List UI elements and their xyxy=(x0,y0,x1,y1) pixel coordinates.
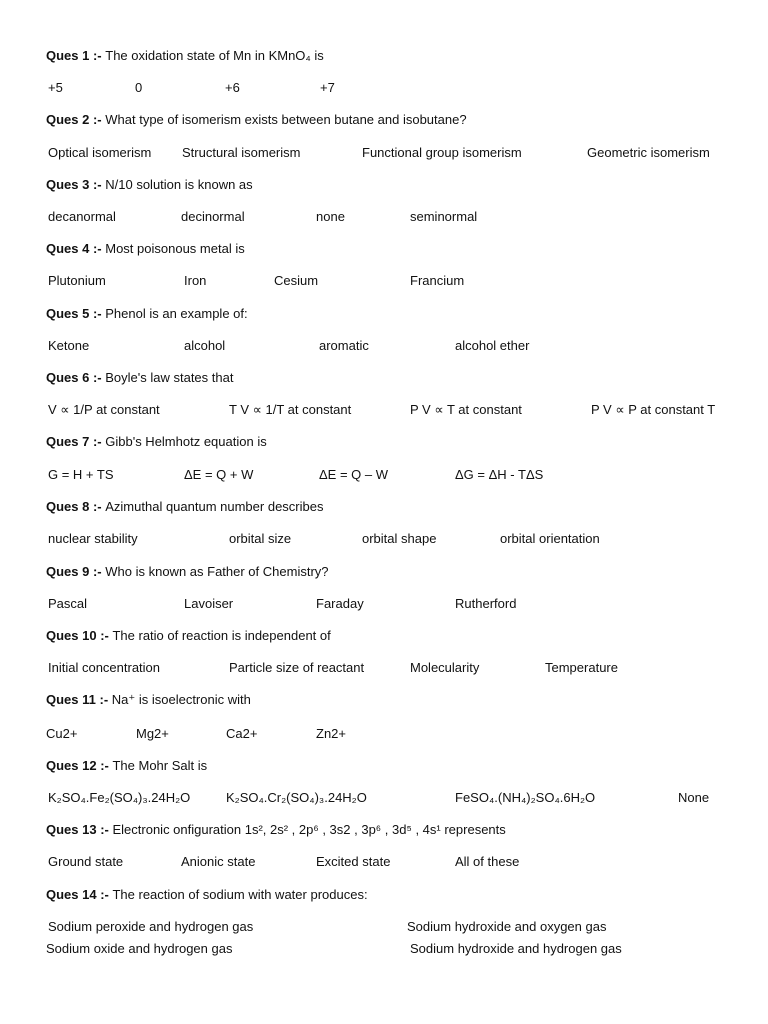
question-label: Ques 1 xyxy=(46,48,90,63)
option-d: Francium xyxy=(410,273,465,288)
question-sep: :- xyxy=(96,822,113,837)
option-b: 0 xyxy=(135,80,143,95)
option-b: ΔE = Q + W xyxy=(184,467,254,482)
question-sep: :- xyxy=(96,628,113,643)
option-d: Temperature xyxy=(545,660,618,675)
question-text: Electronic onfiguration 1s², 2s² , 2p⁶ , 3s2 , 3p⁶ , 3d⁵ , 4s¹ represents xyxy=(112,822,506,837)
question-3 xyxy=(46,175,253,195)
question-13 xyxy=(46,820,506,840)
option-d: alcohol ether xyxy=(455,338,530,353)
option-c: Cesium xyxy=(274,273,319,288)
question-sep: :- xyxy=(89,564,106,579)
question-label: Ques 6 xyxy=(46,370,90,385)
option-c: none xyxy=(316,209,345,224)
option-c: FeSO₄.(NH₄)₂SO₄.6H₂O xyxy=(455,790,596,805)
option-b: Anionic state xyxy=(181,854,256,869)
option-d: Geometric isomerism xyxy=(587,145,710,160)
question-text: Phenol is an example of: xyxy=(105,306,248,321)
option-c: +6 xyxy=(225,80,240,95)
option-a: Pascal xyxy=(48,596,88,611)
question-12 xyxy=(46,756,207,776)
option-a: Optical isomerism xyxy=(48,145,152,160)
question-sep: :- xyxy=(89,434,106,449)
question-1 xyxy=(46,46,324,66)
option-c: Functional group isomerism xyxy=(362,145,522,160)
question-text: The ratio of reaction is independent of xyxy=(112,628,331,643)
option-a: Ketone xyxy=(48,338,90,353)
option-d: +7 xyxy=(320,80,335,95)
question-text: The reaction of sodium with water produces: xyxy=(112,887,368,902)
question-text: What type of isomerism exists between butane and isobutane? xyxy=(105,112,467,127)
question-4 xyxy=(46,239,245,259)
option-c: Excited state xyxy=(316,854,391,869)
question-sep: :- xyxy=(89,499,106,514)
question-sep: :- xyxy=(89,112,106,127)
question-text: Who is known as Father of Chemistry? xyxy=(105,564,329,579)
question-label: Ques 9 xyxy=(46,564,90,579)
option-a: V ∝ 1/P at constant xyxy=(48,402,160,417)
question-text: Azimuthal quantum number describes xyxy=(105,499,324,514)
question-label: Ques 3 xyxy=(46,177,90,192)
question-label: Ques 10 xyxy=(46,628,97,643)
option-a: Cu2+ xyxy=(46,726,78,741)
question-label: Ques 8 xyxy=(46,499,90,514)
question-sep: :- xyxy=(95,692,112,707)
question-label: Ques 2 xyxy=(46,112,90,127)
question-text: Most poisonous metal is xyxy=(105,241,245,256)
question-label: Ques 14 xyxy=(46,887,97,902)
option-c: P V ∝ T at constant xyxy=(410,402,522,417)
option-c: Ca2+ xyxy=(226,726,258,741)
question-2 xyxy=(46,110,467,130)
option-a: decanormal xyxy=(48,209,116,224)
option-a: G = H + TS xyxy=(48,467,114,482)
question-text: Boyle's law states that xyxy=(105,370,234,385)
question-11 xyxy=(46,690,251,710)
question-9 xyxy=(46,562,329,582)
option-c: aromatic xyxy=(319,338,369,353)
option-d: All of these xyxy=(455,854,520,869)
option-c: Molecularity xyxy=(410,660,480,675)
question-sep: :- xyxy=(89,306,106,321)
question-6 xyxy=(46,368,233,388)
question-sep: :- xyxy=(89,241,106,256)
question-label: Ques 11 xyxy=(46,692,96,707)
option-b: Structural isomerism xyxy=(182,145,301,160)
option-d: orbital orientation xyxy=(500,531,600,546)
question-text: The Mohr Salt is xyxy=(112,758,208,773)
option-a: +5 xyxy=(48,80,63,95)
question-10 xyxy=(46,626,331,646)
option-d: seminormal xyxy=(410,209,478,224)
option-b: T V ∝ 1/T at constant xyxy=(229,402,352,417)
option-c: orbital shape xyxy=(362,531,437,546)
option-a: nuclear stability xyxy=(48,531,138,546)
question-8 xyxy=(46,497,323,517)
question-text: The oxidation state of Mn in KMnO₄ is xyxy=(105,48,324,63)
option-d: Sodium hydroxide and hydrogen gas xyxy=(410,941,622,956)
option-b: orbital size xyxy=(229,531,292,546)
question-sep: :- xyxy=(96,758,113,773)
option-b: K₂SO₄.Cr₂(SO₄)₃.24H₂O xyxy=(226,790,367,805)
option-b: Lavoiser xyxy=(184,596,234,611)
question-label: Ques 5 xyxy=(46,306,90,321)
question-label: Ques 7 xyxy=(46,434,90,449)
option-a: Sodium peroxide and hydrogen gas xyxy=(48,919,254,934)
option-a: Initial concentration xyxy=(48,660,161,675)
question-5 xyxy=(46,304,248,324)
option-d: None xyxy=(678,790,710,805)
option-b: Particle size of reactant xyxy=(229,660,365,675)
question-label: Ques 12 xyxy=(46,758,97,773)
option-a: Plutonium xyxy=(48,273,106,288)
option-a: K₂SO₄.Fe₂(SO₄)₃.24H₂O xyxy=(48,790,191,805)
question-sep: :- xyxy=(89,370,106,385)
option-b: alcohol xyxy=(184,338,226,353)
option-b: Sodium hydroxide and oxygen gas xyxy=(407,919,607,934)
option-d: Rutherford xyxy=(455,596,517,611)
question-label: Ques 13 xyxy=(46,822,97,837)
question-text: Gibb's Helmhotz equation is xyxy=(105,434,267,449)
option-d: ΔG = ΔH - TΔS xyxy=(455,467,544,482)
question-text: N/10 solution is known as xyxy=(105,177,253,192)
option-c: Sodium oxide and hydrogen gas xyxy=(46,941,233,956)
question-label: Ques 4 xyxy=(46,241,90,256)
option-a: Ground state xyxy=(48,854,124,869)
option-c: Faraday xyxy=(316,596,364,611)
question-7 xyxy=(46,432,267,452)
option-b: Iron xyxy=(184,273,207,288)
question-text: Na⁺ is isoelectronic with xyxy=(111,692,251,707)
question-sep: :- xyxy=(96,887,113,902)
option-d: P V ∝ P at constant T xyxy=(591,402,716,417)
option-b: Mg2+ xyxy=(136,726,169,741)
question-14 xyxy=(46,885,368,905)
option-d: Zn2+ xyxy=(316,726,346,741)
option-c: ΔE = Q – W xyxy=(319,467,389,482)
question-sep: :- xyxy=(89,177,106,192)
question-sep: :- xyxy=(89,48,106,63)
option-b: decinormal xyxy=(181,209,245,224)
